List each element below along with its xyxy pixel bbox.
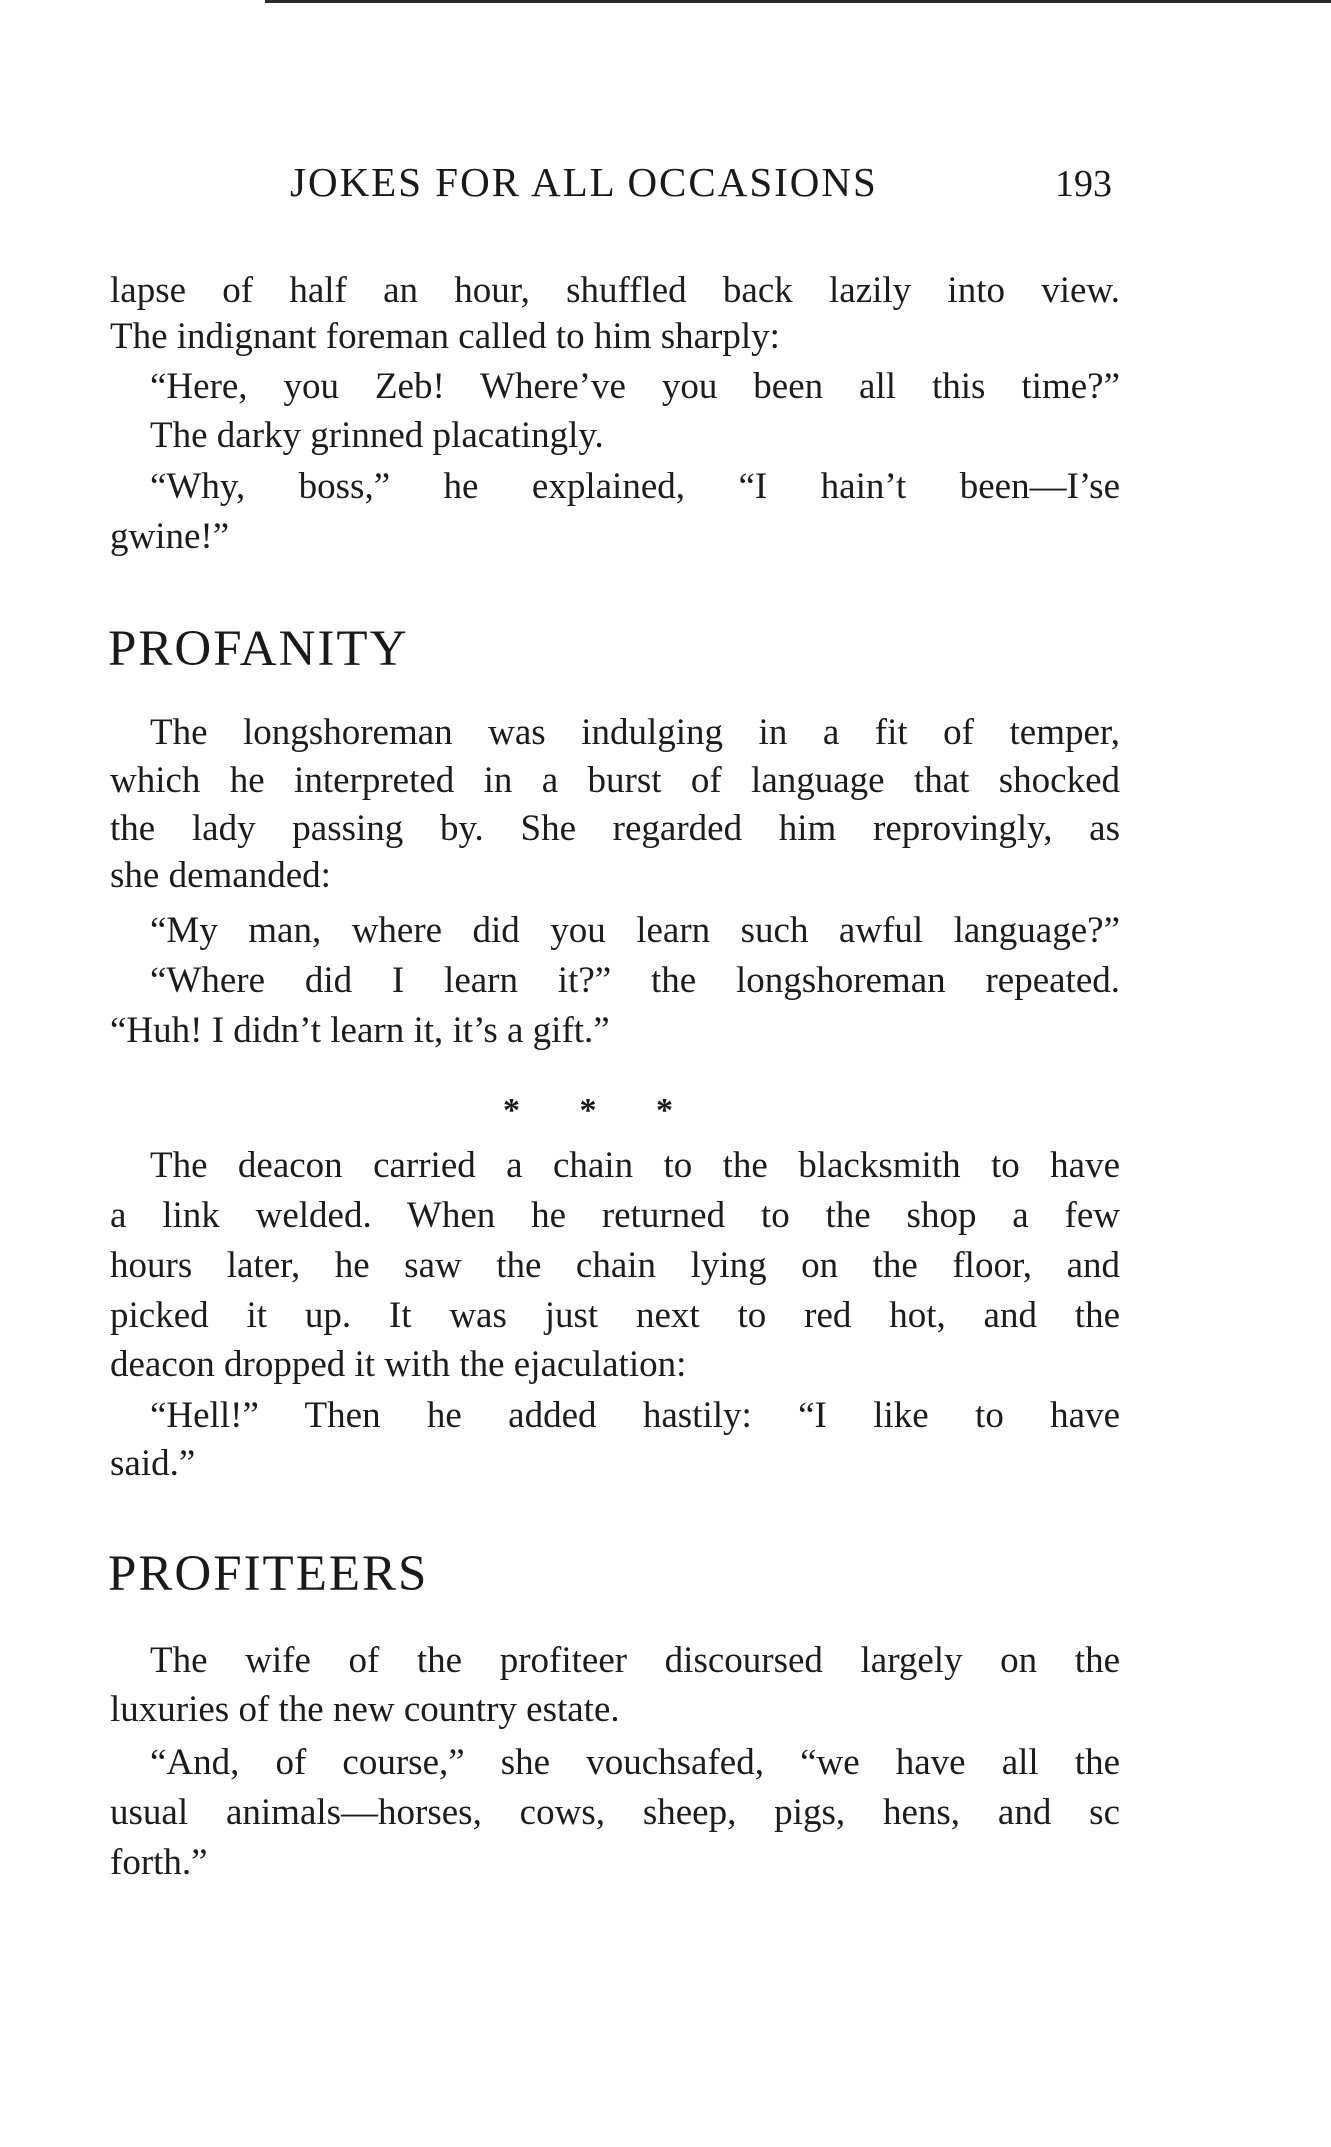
asterisk: * (503, 1092, 520, 1129)
text-line: “Huh! I didn’t learn it, it’s a gift.” (110, 1010, 610, 1051)
text-line: gwine!” (110, 516, 230, 557)
text-line: “Hell!” Then he added hastily: “I like to have (150, 1395, 1120, 1436)
asterisk: * (656, 1092, 673, 1129)
text-line: usual animals—horses, cows, sheep, pigs, hens, and sc (110, 1792, 1120, 1833)
section-heading-profiteers: PROFITEERS (108, 1546, 429, 1602)
text-line: The indignant foreman called to him sharply: (110, 316, 780, 357)
text-line: the lady passing by. She regarded him reprovingly, as (110, 808, 1120, 849)
section-separator (503, 1092, 673, 1130)
text-line: luxuries of the new country estate. (110, 1689, 620, 1730)
text-line: lapse of half an hour, shuffled back lazily into view. (110, 270, 1120, 311)
text-line: “Here, you Zeb! Where’ve you been all this time?” (150, 366, 1120, 407)
text-line: which he interpreted in a burst of language that shocked (110, 760, 1120, 801)
text-line: said.” (110, 1443, 196, 1484)
text-line: “My man, where did you learn such awful language?” (150, 910, 1120, 951)
top-edge-rule (265, 0, 1331, 3)
asterisk: * (579, 1092, 597, 1129)
text-line: “Where did I learn it?” the longshoreman repeated. (150, 960, 1120, 1001)
text-line: The longshoreman was indulging in a fit of temper, (150, 712, 1120, 753)
text-line: The deacon carried a chain to the blacksmith to have (150, 1145, 1120, 1186)
text-line: a link welded. When he returned to the shop a few (110, 1195, 1120, 1236)
page-number: 193 (1055, 163, 1112, 205)
text-line: forth.” (110, 1842, 208, 1883)
text-line: picked it up. It was just next to red hot, and the (110, 1295, 1120, 1336)
text-line: “And, of course,” she vouchsafed, “we have all the (150, 1742, 1120, 1783)
text-line: The wife of the profiteer discoursed largely on the (150, 1640, 1120, 1681)
text-line: she demanded: (110, 855, 331, 896)
text-line: “Why, boss,” he explained, “I hain’t been—I’se (150, 466, 1120, 507)
text-line: The darky grinned placatingly. (150, 415, 604, 456)
text-line: deacon dropped it with the ejaculation: (110, 1344, 687, 1385)
running-head: JOKES FOR ALL OCCASIONS (290, 159, 878, 205)
section-heading-profanity: PROFANITY (108, 621, 409, 677)
text-line: hours later, he saw the chain lying on the floor, and (110, 1245, 1120, 1286)
